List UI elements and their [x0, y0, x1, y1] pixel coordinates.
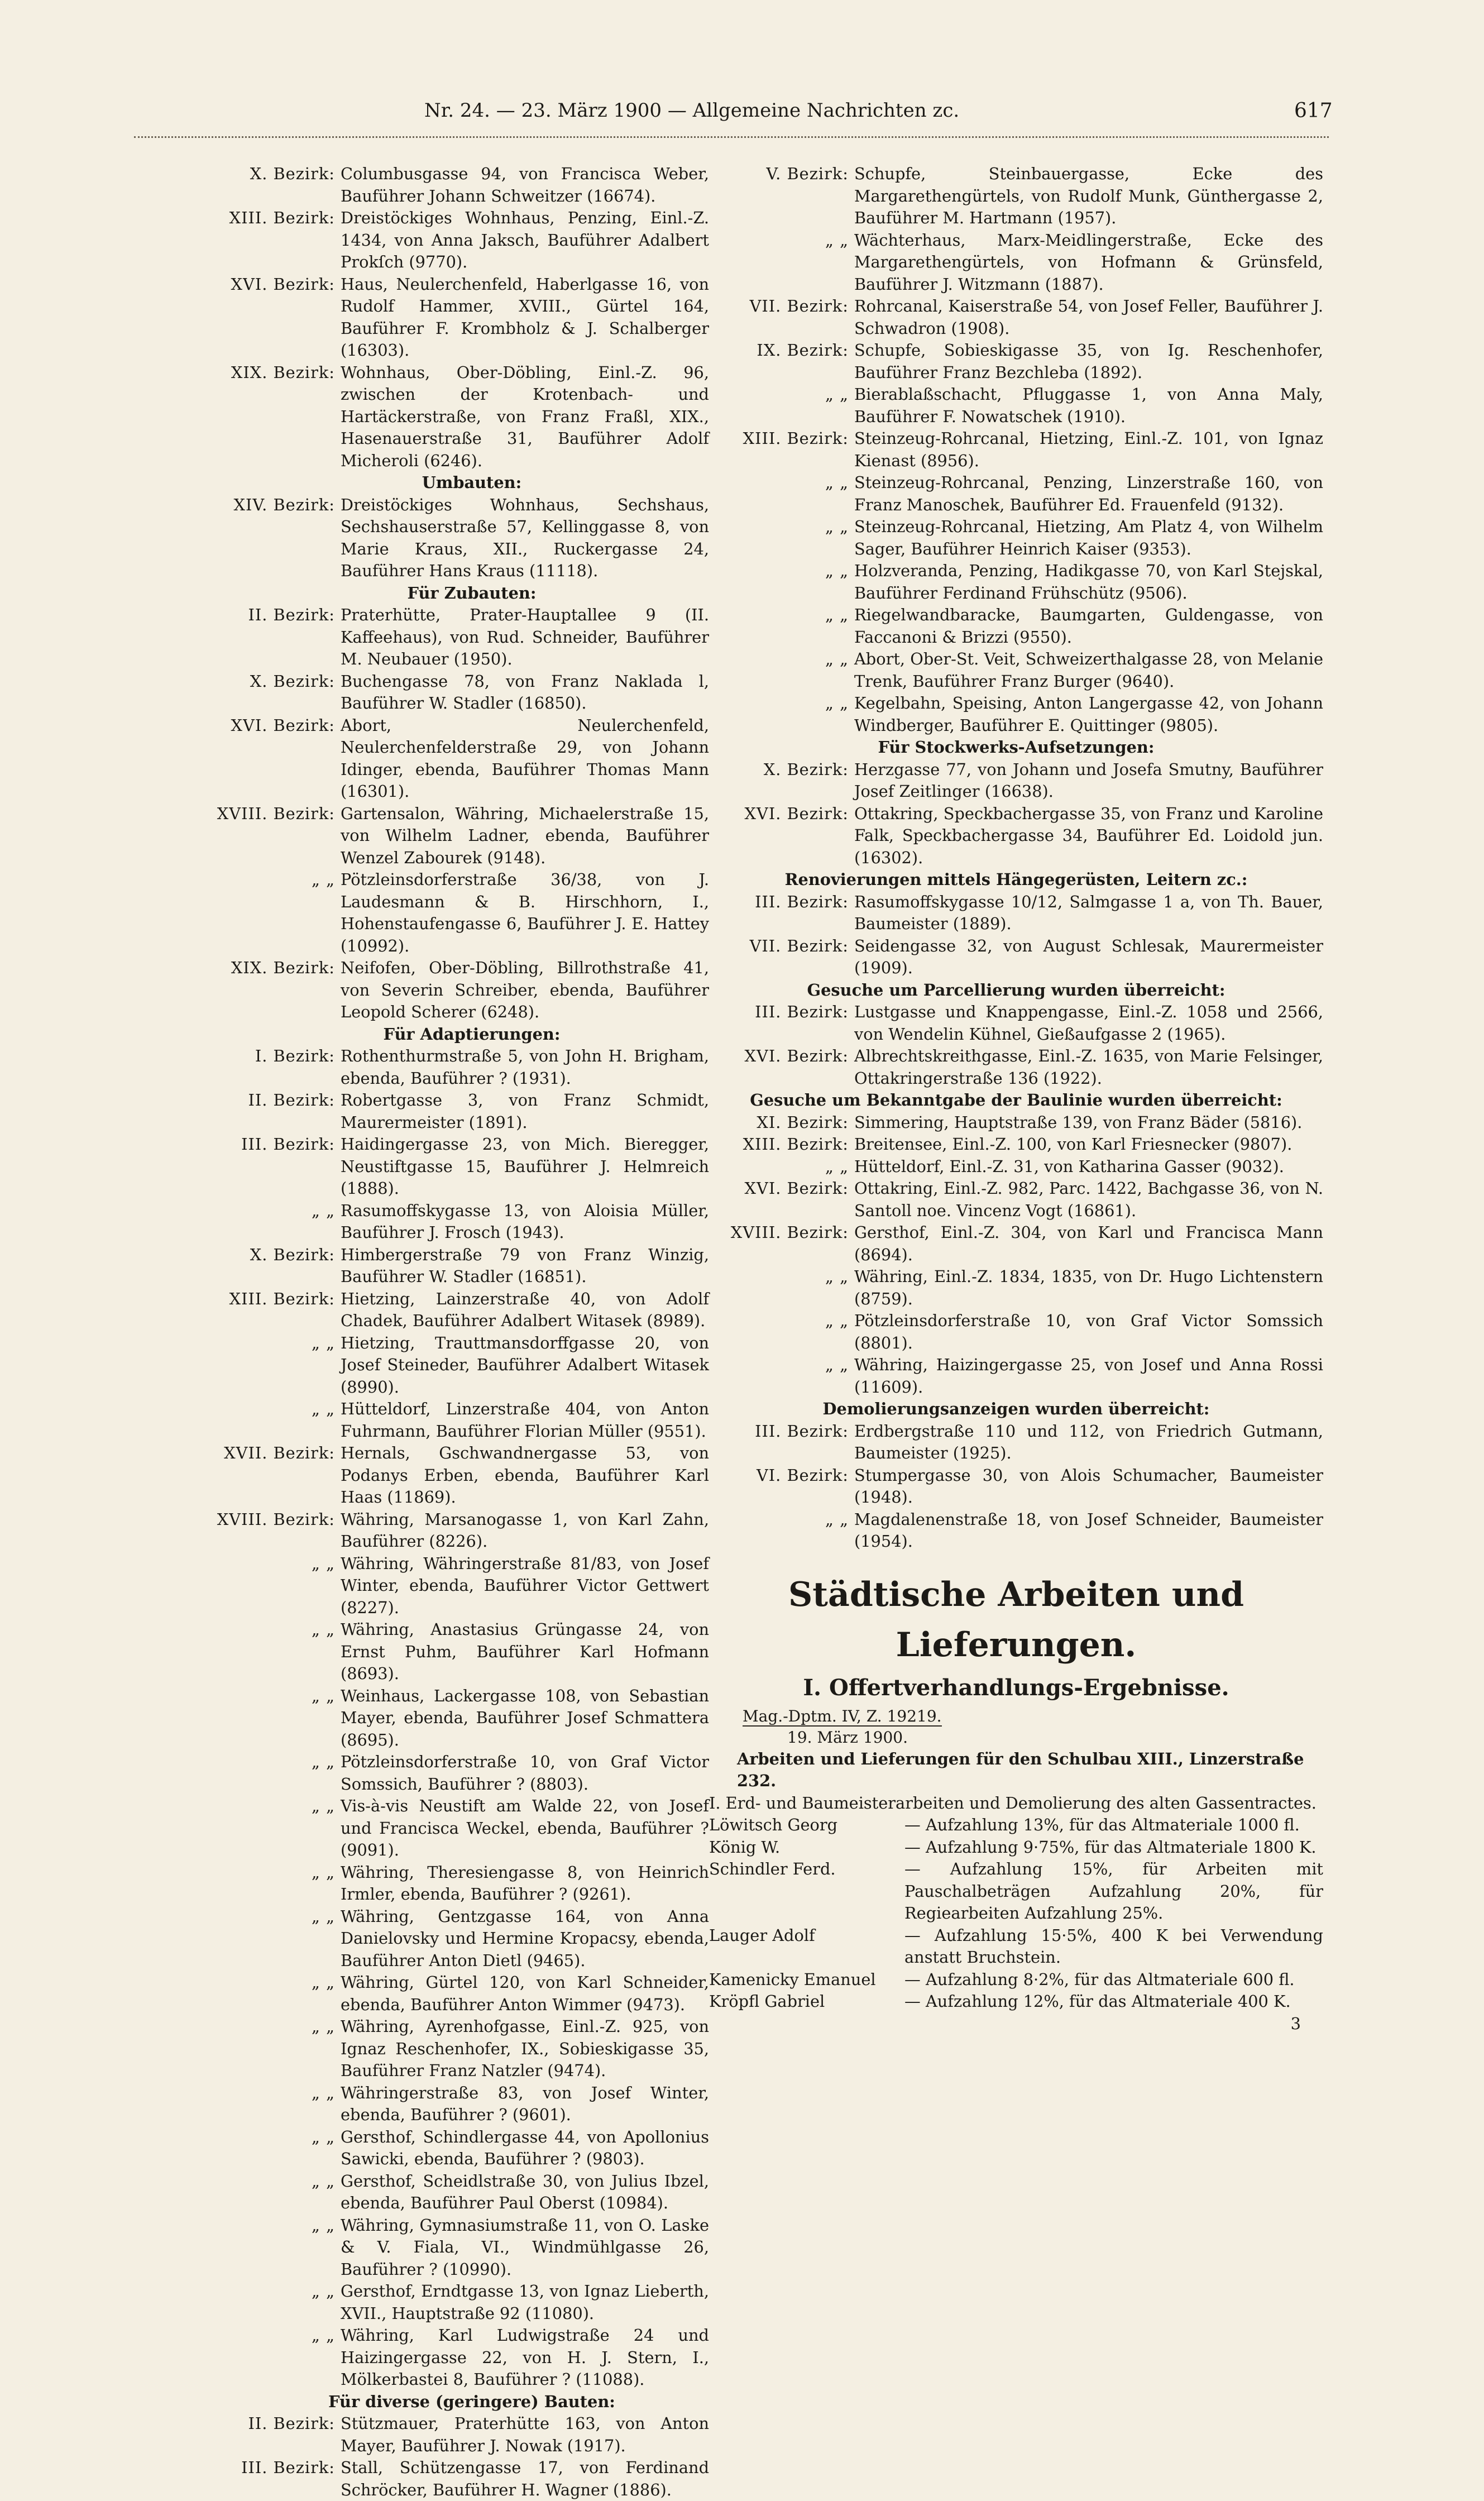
district-label: II. Bezirk: — [248, 605, 335, 624]
entry-text: Abort, Neulerchenfeld, Neulerchenfelderstraße 29, von Johann Idinger, ebenda, Bauführer Thomas Mann (16301). — [341, 715, 709, 801]
list-item — [145, 274, 709, 362]
entry-text: Hietzing, Trauttmansdorffgasse 20, von Josef Steineder, Bauführer Adalbert Witasek (8990). — [341, 1333, 709, 1397]
entry-text: Gersthof, Schindlergasse 44, von Apollonius Sawicki, ebenda, Bauführer ? (9803). — [341, 2127, 709, 2168]
list-item — [709, 295, 1323, 339]
entry-text: Pötzleinsdorferstraße 36/38, von J. Laudesmann & B. Hirschhorn, I., Hohenstaufengasse 6, Bauführer J. E. Hattey (10992). — [341, 870, 709, 955]
list-item — [709, 339, 1323, 384]
list-item — [145, 1795, 709, 1862]
list-item — [145, 1751, 709, 1795]
district-label: „ „ — [312, 1333, 335, 1352]
entry-text: Gersthof, Einl.-Z. 304, von Karl und Francisca Mann (8694). — [854, 1223, 1323, 1264]
list-item — [709, 648, 1323, 692]
list-item — [145, 362, 709, 472]
list-item — [709, 891, 1323, 935]
entry-text: Währing, Karl Ludwigstraße 24 und Haizingergasse 22, von H. J. Stern, I., Mölkerbastei 8, Bauführer ? (11088). — [341, 2326, 709, 2389]
entry-text: Ottakring, Einl.-Z. 982, Parc. 1422, Bachgasse 36, von N. Santoll noe. Vincenz Vogt (16861). — [854, 1179, 1323, 1220]
entry-text: Ottakring, Speckbachergasse 35, von Franz und Karoline Falk, Speckbachergasse 34, Bauführer Ed. Loidold jun. (16302). — [854, 804, 1323, 867]
district-label: „ „ — [825, 649, 849, 668]
section-heading: Für Stockwerks-Aufsetzungen: — [878, 738, 1155, 757]
district-label: VII. Bezirk: — [749, 297, 849, 315]
district-label: „ „ — [312, 1973, 335, 1992]
bidder-offer: — Aufzahlung 12%, für das Altmateriale 400 K. — [904, 1992, 1291, 2011]
district-label: XVI. Bezirk: — [744, 1179, 849, 1198]
bidder-list — [709, 1814, 1323, 2013]
right-column — [709, 163, 1323, 2035]
entry-text: Dreistöckiges Wohnhaus, Penzing, Einl.-Z. 1434, von Anna Jaksch, Bauführer Adalbert Prokſch (9770). — [341, 208, 709, 271]
entry-text: Praterhütte, Prater-Hauptallee 9 (II. Kaffeehaus), von Rud. Schneider, Bauführer M. Neubauer (1950). — [341, 605, 709, 668]
entry-text: Währing, Gymnasiumstraße 11, von O. Laske & V. Fiala, VI., Windmühlgasse 26, Bauführer ? (10990). — [341, 2215, 709, 2279]
entry-text: Hütteldorf, Einl.-Z. 31, von Katharina Gasser (9032). — [854, 1156, 1284, 1176]
entry-text: Rothenthurmstraße 5, von John H. Brigham, ebenda, Bauführer ? (1931). — [341, 1046, 709, 1088]
list-item — [145, 1089, 709, 1134]
entry-text: Wächterhaus, Marx-Meidlingerstraße, Ecke des Margarethengürtels, von Hofmann & Grünsfeld, Bauführer J. Witzmann (1887). — [854, 230, 1323, 294]
district-label: XVI. Bezirk: — [231, 274, 335, 294]
list-item — [145, 957, 709, 1024]
page-header: Nr. 24. — 23. März 1900 — Allgemeine Nachrichten zc. — [424, 99, 960, 122]
list-item — [145, 2280, 709, 2325]
bidder-name: Schindler Ferd. — [709, 1859, 836, 1878]
section-heading: Umbauten: — [422, 473, 522, 492]
entry-text: Dreistöckiges Wohnhaus, Sechshaus, Sechshauserstraße 57, Kellinggasse 8, von Marie Kraus, XII., Ruckergasse 24, Bauführer Hans Kraus (11118). — [341, 495, 709, 580]
list-item — [145, 1134, 709, 1200]
entry-text: Herzgasse 77, von Johann und Josefa Smutny, Bauführer Josef Zeitlinger (16638). — [854, 759, 1323, 801]
left-column — [145, 163, 709, 2501]
district-label: „ „ — [825, 385, 849, 404]
entry-text: Rasumoffskygasse 13, von Aloisia Müller, Bauführer J. Frosch (1943). — [341, 1201, 709, 1242]
page-number: 617 — [1294, 99, 1333, 122]
list-item — [709, 759, 1323, 803]
entry-text: Kegelbahn, Speising, Anton Langergasse 42, von Johann Windberger, Bauführer E. Quittinger (9805). — [854, 694, 1323, 735]
list-item — [145, 2457, 709, 2501]
entry-text: Währingerstraße 83, von Josef Winter, ebenda, Bauführer ? (9601). — [341, 2083, 709, 2124]
section-heading: Gesuche um Bekanntgabe der Baulinie wurden überreicht: — [750, 1091, 1282, 1110]
list-item — [709, 1465, 1323, 1509]
list-item — [709, 229, 1323, 296]
entry-text: Währing, Gürtel 120, von Karl Schneider, ebenda, Bauführer Anton Wimmer (9473). — [341, 1973, 709, 2014]
list-item — [709, 384, 1323, 428]
list-item — [709, 604, 1323, 648]
district-label: „ „ — [825, 230, 849, 250]
district-label: „ „ — [825, 473, 849, 492]
entry-text: Himbergerstraße 79 von Franz Winzig, Bauführer W. Stadler (16851). — [341, 1245, 709, 1286]
list-item — [145, 1619, 709, 1685]
bidder-name: König W. — [709, 1837, 781, 1857]
lead-line: Arbeiten und Lieferungen für den Schulbau XIII., Linzerstraße 232. — [737, 1749, 1304, 1790]
entry-text: Haidingergasse 23, von Mich. Bieregger, Neustiftgasse 15, Bauführer J. Helmreich (1888). — [341, 1135, 709, 1198]
bidder-offer: — Aufzahlung 8·2%, für das Altmateriale 600 fl. — [904, 1969, 1295, 1989]
entry-text: Bierablaßschacht, Pfluggasse 1, von Anna Maly, Bauführer F. Nowatschek (1910). — [854, 385, 1323, 426]
list-item — [709, 1134, 1323, 1156]
list-item — [145, 163, 709, 207]
list-item — [709, 1354, 1323, 1398]
district-label: „ „ — [825, 561, 849, 580]
entry-text: Hernals, Gschwandnergasse 53, von Podanys Erben, ebenda, Bauführer Karl Haas (11869). — [341, 1443, 709, 1507]
district-label: IX. Bezirk: — [757, 341, 849, 360]
list-item — [145, 2413, 709, 2457]
list-item — [709, 935, 1323, 979]
district-label: II. Bezirk: — [248, 2414, 335, 2433]
entry-text: Steinzeug-Rohrcanal, Penzing, Linzerstraße 160, von Franz Manoschek, Bauführer Ed. Frauenfeld (9132). — [854, 473, 1323, 514]
district-label: „ „ — [312, 870, 335, 889]
district-label: XVI. Bezirk: — [231, 715, 335, 735]
district-label: „ „ — [312, 2017, 335, 2036]
district-label: „ „ — [312, 1201, 335, 1220]
list-item — [709, 1001, 1323, 1045]
entry-text: Stumpergasse 30, von Alois Schumacher, Baumeister (1948). — [854, 1465, 1323, 1507]
bidder-offer: — Aufzahlung 13%, für das Altmateriale 1000 fl. — [904, 1815, 1300, 1834]
district-label: „ „ — [312, 2282, 335, 2301]
bidder-offer: — Aufzahlung 9·75%, für das Altmateriale 1800 K. — [904, 1837, 1317, 1857]
right-column-entries — [709, 163, 1323, 1553]
entry-text: Rohrcanal, Kaiserstraße 54, von Josef Feller, Bauführer J. Schwadron (1908). — [854, 297, 1323, 338]
list-item — [145, 1288, 709, 1332]
district-label: „ „ — [312, 2083, 335, 2102]
district-label: X. Bezirk: — [250, 1245, 335, 1264]
section-subtitle: I. Offertverhandlungs-Ergebnisse. — [803, 1674, 1229, 1701]
list-item — [145, 2126, 709, 2170]
district-label: I. Bezirk: — [255, 1046, 335, 1065]
entry-text: Holzveranda, Penzing, Hadikgasse 70, von Karl Stejskal, Bauführer Ferdinand Frühschütz (9506). — [854, 561, 1323, 602]
district-label: „ „ — [312, 1620, 335, 1639]
district-label: X. Bezirk: — [763, 759, 849, 779]
district-label: „ „ — [825, 517, 849, 536]
entry-text: Hütteldorf, Linzerstraße 404, von Anton Fuhrmann, Bauführer Florian Müller (9551). — [341, 1399, 709, 1441]
header-rule — [134, 130, 1329, 138]
entry-text: Breitensee, Einl.-Z. 100, von Karl Friesnecker (9807). — [854, 1135, 1292, 1154]
district-label: „ „ — [312, 2326, 335, 2345]
district-label: „ „ — [312, 1399, 335, 1418]
department-reference-text: Mag.-Dptm. IV, Z. 19219. — [743, 1706, 942, 1725]
list-item — [709, 1421, 1323, 1465]
district-label: XIV. Bezirk: — [233, 495, 335, 514]
list-item — [145, 494, 709, 582]
section-heading: Renovierungen mittels Hängegerüsten, Leitern zc.: — [784, 870, 1248, 889]
section-heading: Für diverse (geringere) Bauten: — [328, 2392, 615, 2411]
entry-text: Abort, Ober-St. Veit, Schweizerthalgasse 28, von Melanie Trenk, Bauführer Franz Burger (9640). — [854, 649, 1323, 691]
district-label: V. Bezirk: — [766, 164, 849, 183]
list-item — [709, 803, 1323, 869]
date-line: 19. März 1900. — [787, 1728, 908, 1747]
bidder-row — [709, 1991, 1323, 2013]
district-label: XVIII. Bezirk: — [217, 804, 335, 823]
list-item — [709, 1266, 1323, 1310]
bidder-row — [709, 1925, 1323, 1969]
list-item — [145, 2016, 709, 2082]
district-label: „ „ — [312, 1686, 335, 1705]
entry-text: Währing, Währingerstraße 81/83, von Josef Winter, ebenda, Bauführer Victor Gettwert (8227). — [341, 1553, 709, 1617]
district-label: „ „ — [825, 1267, 849, 1286]
district-label: X. Bezirk: — [250, 671, 335, 691]
list-item — [145, 2325, 709, 2391]
list-item — [145, 1906, 709, 1972]
district-label: XIII. Bezirk: — [229, 1289, 335, 1308]
entry-text: Robertgasse 3, von Franz Schmidt, Maurermeister (1891). — [341, 1091, 709, 1132]
entry-text: Riegelwandbaracke, Baumgarten, Guldengasse, von Faccanoni & Brizzi (9550). — [854, 605, 1323, 647]
list-item — [709, 1178, 1323, 1222]
entry-text: Neifofen, Ober-Döbling, Billrothstraße 41, von Severin Schreiber, ebenda, Bauführer Leopold Scherer (6248). — [341, 958, 709, 1021]
district-label: „ „ — [825, 1156, 849, 1176]
list-item — [709, 163, 1323, 229]
entry-text: Pötzleinsdorferstraße 10, von Graf Victor Somssich (8801). — [854, 1311, 1323, 1352]
entry-text: Währing, Haizingergasse 25, von Josef und Anna Rossi (11609). — [854, 1355, 1323, 1397]
entry-text: Wohnhaus, Ober-Döbling, Einl.-Z. 96, zwischen der Krotenbach- und Hartäckerstraße, von Franz Fraßl, XIX., Hasenauerstraße 31, Bauführer Adolf Micheroli (6246). — [341, 362, 709, 470]
entry-text: Seidengasse 32, von August Schlesak, Maurermeister (1909). — [854, 936, 1323, 977]
footnote-number: 3 — [1290, 2014, 1301, 2033]
bidder-offer: — Aufzahlung 15%, für Arbeiten mit Pauschalbeträgen Aufzahlung 20%, für Regiearbeiten Aufzahlung 25%. — [904, 1859, 1323, 1923]
entry-text: Steinzeug-Rohrcanal, Hietzing, Am Platz 4, von Wilhelm Sager, Bauführer Heinrich Kaiser (9353). — [854, 517, 1323, 558]
entry-text: Schupfe, Sobieskigasse 35, von Ig. Reschenhofer, Bauführer Franz Bezchleba (1892). — [854, 341, 1323, 382]
district-label: III. Bezirk: — [755, 1002, 849, 1021]
entry-text: Gersthof, Scheidlstraße 30, von Julius Ibzel, ebenda, Bauführer Paul Oberst (10984). — [341, 2171, 709, 2212]
list-item — [709, 428, 1323, 472]
list-item — [145, 1200, 709, 1244]
section-heading: Für Zubauten: — [407, 583, 537, 602]
list-item — [145, 1862, 709, 1906]
list-item — [145, 1553, 709, 1619]
entry-text: Lustgasse und Knappengasse, Einl.-Z. 1058 und 2566, von Wendelin Kühnel, Gießaufgasse 2 (1965). — [854, 1002, 1323, 1044]
district-label: „ „ — [312, 1906, 335, 1926]
entry-text: Währing, Anastasius Grüngasse 24, von Ernst Puhm, Bauführer Karl Hofmann (8693). — [341, 1620, 709, 1683]
list-item — [709, 1509, 1323, 1553]
district-label: „ „ — [825, 605, 849, 624]
list-item — [145, 803, 709, 869]
entry-text: Haus, Neulerchenfeld, Haberlgasse 16, von Rudolf Hammer, XVIII., Gürtel 164, Bauführer F. Krombholz & J. Schalberger (16303). — [341, 274, 709, 360]
bidder-row — [709, 1814, 1323, 1837]
district-label: „ „ — [312, 2127, 335, 2146]
list-item — [145, 1244, 709, 1288]
intro-line: I. Erd- und Baumeisterarbeiten und Demolierung des alten Gassentractes. — [709, 1793, 1317, 1813]
entry-text: Währing, Gentzgasse 164, von Anna Danielovsky und Hermine Kropacsy, ebenda, Bauführer Anton Dietl (9465). — [341, 1906, 709, 1970]
district-label: X. Bezirk: — [250, 164, 335, 183]
list-item — [709, 1222, 1323, 1266]
entry-text: Währing, Marsanogasse 1, von Karl Zahn, Bauführer (8226). — [341, 1509, 709, 1551]
bidder-name: Kröpfl Gabriel — [709, 1992, 825, 2011]
entry-text: Gersthof, Erndtgasse 13, von Ignaz Lieberth, XVII., Hauptstraße 92 (11080). — [341, 2282, 709, 2323]
entry-text: Stützmauer, Praterhütte 163, von Anton Mayer, Bauführer J. Nowak (1917). — [341, 2414, 709, 2455]
entry-text: Währing, Ayrenhofgasse, Einl.-Z. 925, von Ignaz Reschenhofer, IX., Sobieskigasse 35, Bauführer Franz Natzler (9474). — [341, 2017, 709, 2080]
bidder-row — [709, 1837, 1323, 1859]
district-label: VII. Bezirk: — [749, 936, 849, 955]
entry-text: Erdbergstraße 110 und 112, von Friedrich Gutmann, Baumeister (1925). — [854, 1421, 1323, 1462]
list-item — [145, 1509, 709, 1553]
list-item — [709, 516, 1323, 560]
list-item — [145, 1972, 709, 2016]
entry-text: Währing, Theresiengasse 8, von Heinrich Irmler, ebenda, Bauführer ? (9261). — [341, 1862, 709, 1904]
district-label: XIX. Bezirk: — [231, 958, 335, 977]
district-label: „ „ — [312, 2215, 335, 2235]
bidder-row — [709, 1858, 1323, 1925]
list-item — [145, 715, 709, 803]
entry-text: Vis-à-vis Neustift am Walde 22, von Josef und Francisca Weckel, ebenda, Bauführer ? (9091). — [341, 1796, 709, 1859]
entry-text: Gartensalon, Währing, Michaelerstraße 15, von Wilhelm Ladner, ebenda, Bauführer Wenzel Zabourek (9148). — [341, 804, 709, 867]
list-item — [145, 1685, 709, 1752]
department-reference — [709, 1706, 1323, 1727]
district-label: „ „ — [825, 1355, 849, 1374]
list-item — [709, 1156, 1323, 1178]
district-label: XIX. Bezirk: — [231, 362, 335, 382]
bidder-row — [709, 1969, 1323, 1991]
district-label: III. Bezirk: — [755, 1421, 849, 1441]
district-label: XIII. Bezirk: — [743, 429, 849, 448]
district-label: „ „ — [312, 2171, 335, 2191]
district-label: „ „ — [825, 1509, 849, 1529]
district-label: XVII. Bezirk: — [224, 1443, 335, 1462]
bidder-name: Lauger Adolf — [709, 1925, 815, 1945]
district-label: „ „ — [312, 1862, 335, 1882]
district-label: XVI. Bezirk: — [744, 1046, 849, 1065]
district-label: „ „ — [312, 1796, 335, 1815]
entry-text: Simmering, Hauptstraße 139, von Franz Bäder (5816). — [854, 1112, 1303, 1132]
district-label: XIII. Bezirk: — [743, 1135, 849, 1154]
district-label: „ „ — [312, 1553, 335, 1573]
section-heading: Demolierungsanzeigen wurden überreicht: — [822, 1399, 1210, 1418]
bidder-offer: — Aufzahlung 15·5%, 400 K bei Verwendung anstatt Bruchstein. — [904, 1925, 1323, 1967]
entry-text: Hietzing, Lainzerstraße 40, von Adolf Chadek, Bauführer Adalbert Witasek (8989). — [341, 1289, 709, 1330]
district-label: III. Bezirk: — [241, 2458, 335, 2477]
list-item — [145, 1045, 709, 1089]
entry-text: Albrechtskreithgasse, Einl.-Z. 1635, von Marie Felsinger, Ottakringerstraße 136 (1922). — [854, 1046, 1323, 1088]
entry-text: Weinhaus, Lackergasse 108, von Sebastian Mayer, ebenda, Bauführer Josef Schmattera (8695). — [341, 1686, 709, 1749]
district-label: „ „ — [825, 1311, 849, 1330]
entry-text: Steinzeug-Rohrcanal, Hietzing, Einl.-Z. 101, von Ignaz Kienast (8956). — [854, 429, 1323, 470]
entry-text: Währing, Einl.-Z. 1834, 1835, von Dr. Hugo Lichtenstern (8759). — [854, 1267, 1323, 1308]
section-heading: Für Adaptierungen: — [383, 1024, 561, 1044]
district-label: XI. Bezirk: — [757, 1112, 849, 1132]
list-item — [145, 207, 709, 274]
district-label: „ „ — [312, 1752, 335, 1771]
list-item — [709, 1112, 1323, 1134]
entry-text: Columbusgasse 94, von Francisca Weber, Bauführer Johann Schweitzer (16674). — [341, 164, 709, 205]
district-label: II. Bezirk: — [248, 1091, 335, 1110]
list-item — [145, 671, 709, 715]
list-item — [709, 1045, 1323, 1089]
list-item — [145, 2082, 709, 2126]
list-item — [709, 560, 1323, 604]
entry-text: Buchengasse 78, von Franz Naklada l, Bauführer W. Stadler (16850). — [341, 671, 709, 712]
list-item — [145, 2170, 709, 2215]
district-label: XVI. Bezirk: — [744, 804, 849, 823]
district-label: III. Bezirk: — [755, 892, 849, 911]
section-heading: Gesuche um Parcellierung wurden überreicht: — [807, 980, 1226, 1000]
district-label: XVIII. Bezirk: — [217, 1509, 335, 1529]
bidder-name: Kamenicky Emanuel — [709, 1969, 876, 1989]
bidder-name: Löwitsch Georg — [709, 1815, 838, 1834]
list-item — [145, 1442, 709, 1509]
list-item — [145, 604, 709, 671]
list-item — [145, 869, 709, 957]
section-title: Städtische Arbeiten und Lieferungen. — [788, 1575, 1244, 1665]
district-label: III. Bezirk: — [241, 1135, 335, 1154]
entry-text: Magdalenenstraße 18, von Josef Schneider, Baumeister (1954). — [854, 1509, 1323, 1551]
district-label: XVIII. Bezirk: — [730, 1223, 849, 1242]
list-item — [709, 1310, 1323, 1354]
entry-text: Schupfe, Steinbauergasse, Ecke des Margarethengürtels, von Rudolf Munk, Günthergasse 2, Bauführer M. Hartmann (1957). — [854, 164, 1323, 227]
entry-text: Pötzleinsdorferstraße 10, von Graf Victor Somssich, Bauführer ? (8803). — [341, 1752, 709, 1794]
district-label: VI. Bezirk: — [757, 1465, 849, 1485]
entry-text: Stall, Schützengasse 17, von Ferdinand Schröcker, Bauführer H. Wagner (1886). — [341, 2458, 709, 2499]
district-label: „ „ — [825, 694, 849, 712]
entry-text: Rasumoffskygasse 10/12, Salmgasse 1 a, von Th. Bauer, Baumeister (1889). — [854, 892, 1323, 933]
list-item — [709, 472, 1323, 516]
district-label: XIII. Bezirk: — [229, 208, 335, 227]
list-item — [145, 1332, 709, 1399]
list-item — [145, 2215, 709, 2281]
list-item — [145, 1398, 709, 1442]
list-item — [709, 692, 1323, 737]
